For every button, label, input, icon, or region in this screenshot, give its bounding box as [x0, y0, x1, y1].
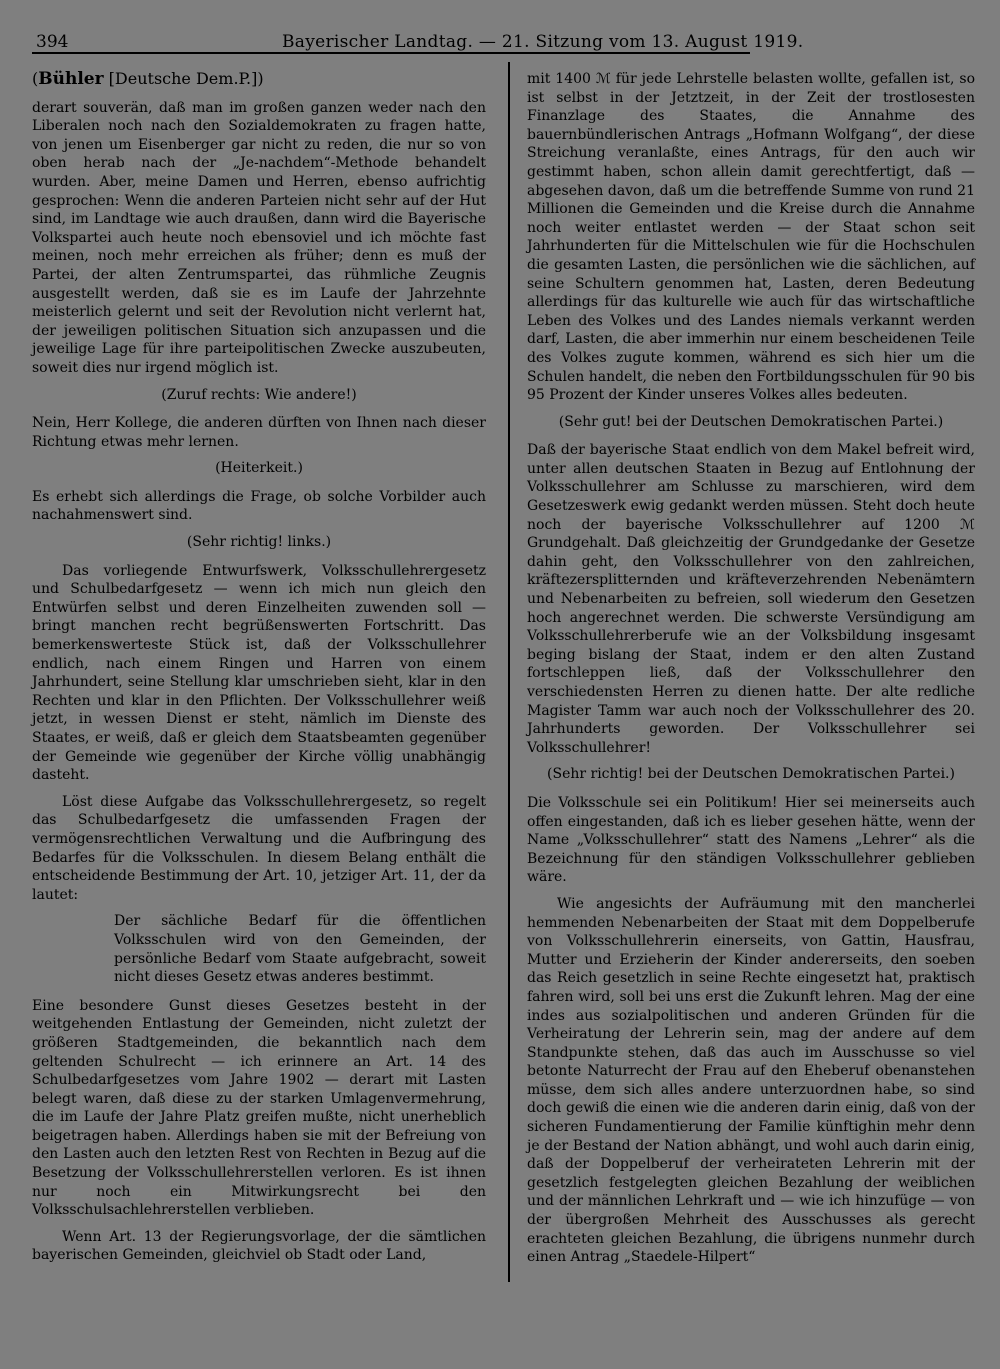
speaker-party: [Deutsche Dem.P.] — [108, 69, 258, 88]
paragraph: derart souverän, daß man im großen ganzen weder nach den Liberalen noch nach den Sozialdemokraten zu fragen hatte, von jenen um Eisenberger gar nicht zu reden, die nur so von oben herab nach der „Je-nachdem“-Methode behandelt wurden. Aber, meine Damen und Herren, ebenso aufrichtig gesprochen: Wenn die anderen Parteien nicht sehr auf der Hut sind, im Landtage wie auch draußen, dann wird die Bayerische Volkspartei auch heute noch ebensoviel und ich möchte fast meinen, noch mehr erreichen als früher; denn es muß der Partei, der alten Zentrumspartei, das rühmliche Zeugnis ausgestellt werden, daß sie es im Laufe der Jahrzehnte meisterlich gelernt und seit der Revolution nicht verlernt hat, der jeweiligen politischen Situation sich anzupassen und die jeweilige Lage für ihre parteipolitischen Zwecke auszubeuten, soweit dies nur irgend möglich ist. — [32, 99, 486, 376]
interjection: (Zuruf rechts: Wie andere!) — [161, 386, 357, 403]
running-title: Bayerischer Landtag. — 21. Sitzung vom 13. August 1919. — [282, 32, 804, 52]
page-number: 394 — [36, 32, 69, 52]
column-divider — [508, 62, 510, 1282]
paragraph: Daß der bayerische Staat endlich von dem Makel befreit wird, unter allen deutschen Staaten in Bezug auf Entlohnung der Volksschullehrer am Schlusse zu marschieren, wird dem Gesetzeswerk ewig gedankt werden müssen. Steht doch heute noch der bayerische Volksschullehrer auf 1200 ℳ Grundgehalt. Daß gleichzeitig der Grundgedanke der Gesetze dahin geht, den Volksschullehrer von den zahlreichen, kräftezersplitternden und kräfteverzehrenden Nebenämtern und Nebenarbeiten zu befreien, soll wiederum den Gesetzen hoch angerechnet werden. Die schwerste Versündigung am Volksschullehrerberufe wie an der Volksbildung insgesamt beging bislang der Staat, indem er den alten Zustand fortschleppen ließ, daß der Volksschullehrer den verschiedensten Herren zu dienen hatte. Der alte redliche Magister Tamm war auch noch der Volksschullehrer des 20. Jahrhunderts geworden. Der Volksschullehrer sei Volksschullehrer! — [527, 442, 975, 756]
paragraph: Wie angesichts der Aufräumung mit den mancherlei hemmenden Nebenarbeiten der Staat mit dem Doppelberufe von Volksschullehrerin einerseits, von Gattin, Hausfrau, Mutter und Erzieherin der Kinder andererseits, den soeben das Reich gesetzlich in seine Rechte eingesetzt hat, praktisch fahren wird, soll bei uns erst die Zukunft lehren. Mag der eine indes aus sozialpolitischen und anderen Gründen für die Verheiratung der Lehrerin sein, mag der andere auf dem Standpunkte stehen, daß das auch im Ausschusse so viel betonte Naturrecht der Frau auf den Eheberuf obenanstehen müsse, dem sich alles andere unterzuordnen habe, so sind doch gewiß die einen wie die anderen darin einig, daß von der sicheren Fundamentierung der Familie künftighin mehr denn je der Bestand der Nation abhängt, und wohl auch darin einig, daß der Doppelberuf der verheirateten Lehrerin mit der gesetzlich festgelegten gleichen Bezahlung der weiblichen und der männlichen Lehrkraft und — wie ich hinzufüge — von der übergroßen Mehrheit des Ausschusses als gerecht erachteten gleichen Bezahlung, die übrigens nunmehr durch einen Antrag „Staedele-Hilpert“ — [527, 895, 975, 1266]
paragraph: Nein, Herr Kollege, die anderen dürften von Ihnen nach dieser Richtung etwas mehr lernen. — [32, 415, 486, 450]
paragraph: mit 1400 ℳ für jede Lehrstelle belasten wollte, gefallen ist, so ist selbst in der Jetztzeit, in der Zeit der trostlosesten Finanzlage des Staates, die Annahme des bauernbündlerischen Antrags „Hofmann Wolfgang“, der diese Streichung veranlaßte, eines Antrags, für den auch wir gestimmt haben, schon allein damit gerechtfertigt, daß — abgesehen davon, daß um die betreffende Summe von rund 21 Millionen die Gemeinden und die Kreise durch die Annahme noch weiter entlastet werden — der Staat schon seit Jahrhunderten für die Mittelschulen wie für die Hochschulen die gesamten Lasten, die persönlichen wie die sächlichen, auf seine Schultern genommen hat, Lasten, deren Bedeutung allerdings für das kulturelle wie auch für das wirtschaftliche Leben des Volkes und des Landes niemals verkannt werden darf, Lasten, die aber immerhin nur einem bescheidenen Teile des Volkes zugute kommen, während es sich hier um die Schulen handelt, die neben den Fortbildungsschulen für 90 bis 95 Prozent der Kinder unseres Volkes alles bedeuten. — [527, 71, 975, 404]
paragraph: Wenn Art. 13 der Regierungsvorlage, der die sämtlichen bayerischen Gemeinden, gleichviel ob Stadt oder Land, — [32, 1228, 486, 1264]
interjection: (Sehr gut! bei der Deutschen Demokratischen Partei.) — [558, 413, 944, 430]
right-column — [527, 70, 975, 1275]
page-header — [32, 30, 804, 54]
left-column — [32, 70, 486, 1273]
speaker-name: Bühler — [38, 69, 104, 89]
paragraph: Das vorliegende Entwurfswerk, Volksschullehrergesetz und Schulbedarfgesetz — wenn ich mich nun gleich den Entwürfen selbst und deren Einzelheiten zuwenden soll — bringt manchen recht begrüßenswerten Fortschritt. Das bemerkenswerteste Stück ist, daß der Volksschullehrer endlich, nach einem Ringen und Harren von einem Jahrhundert, seine Stellung klar umschrieben sieht, klar in den Rechten und klar in den Pflichten. Der Volksschullehrer weiß jetzt, in wessen Dienst er steht, nämlich im Dienste des Staates, er weiß, daß er gleich dem Staatsbeamten gegenüber der Gemeinde wie gegenüber der Kirche völlig unabhängig dasteht. — [32, 562, 486, 784]
paragraph: Löst diese Aufgabe das Volksschullehrergesetz, so regelt das Schulbedarfgesetz die umfassenden Fragen der vermögensrechtlichen Verwaltung und die Aufbringung des Bedarfes für die Volksschulen. In diesem Belang enthält die entscheidende Bestimmung der Art. 10, jetziger Art. 11, der da lautet: — [32, 793, 486, 903]
interjection: (Sehr richtig! links.) — [186, 534, 332, 551]
interjection: (Sehr richtig! bei der Deutschen Demokratischen Partei.) — [547, 766, 955, 783]
paragraph: Es erhebt sich allerdings die Frage, ob solche Vorbilder auch nachahmenswert sind. — [32, 488, 486, 524]
interjection: (Heiterkeit.) — [215, 460, 303, 477]
paragraph: Die Volksschule sei ein Politikum! Hier sei meinerseits auch offen eingestanden, daß ich es lieber gesehen hätte, wenn der Name „Volksschullehrer“ statt des Namens „Lehrer“ als die Bezeichnung für den ständigen Volksschullehrer geblieben wäre. — [527, 794, 975, 886]
law-quote: Der sächliche Bedarf für die öffentlichen Volksschulen wird von den Gemeinden, der persönliche Bedarf vom Staate aufgebracht, soweit nicht dieses Gesetz etwas anderes bestimmt. — [114, 913, 486, 986]
speaker-line: (Bühler [Deutsche Dem.P.]) — [32, 69, 264, 89]
paragraph: Eine besondere Gunst dieses Gesetzes besteht in der weitgehenden Entlastung der Gemeinden, nicht zuletzt der größeren Stadtgemeinden, die bekanntlich nach dem geltenden Schulrecht — ich erinnere an Art. 14 des Schulbedarfgesetzes vom Jahre 1902 — derart mit Lasten belegt waren, daß diese zu der starken Umlagenvermehrung, die im Laufe der Jahre Platz greifen mußte, nicht unerheblich beigetragen haben. Allerdings haben sie mit der Befreiung von den Lasten auch den letzten Rest von Rechten in Bezug auf die Besetzung der Volksschullehrerstellen verloren. Es ist ihnen nur noch ein Mitwirkungsrecht bei den Volksschulsachlehrerstellen verblieben. — [32, 997, 486, 1219]
